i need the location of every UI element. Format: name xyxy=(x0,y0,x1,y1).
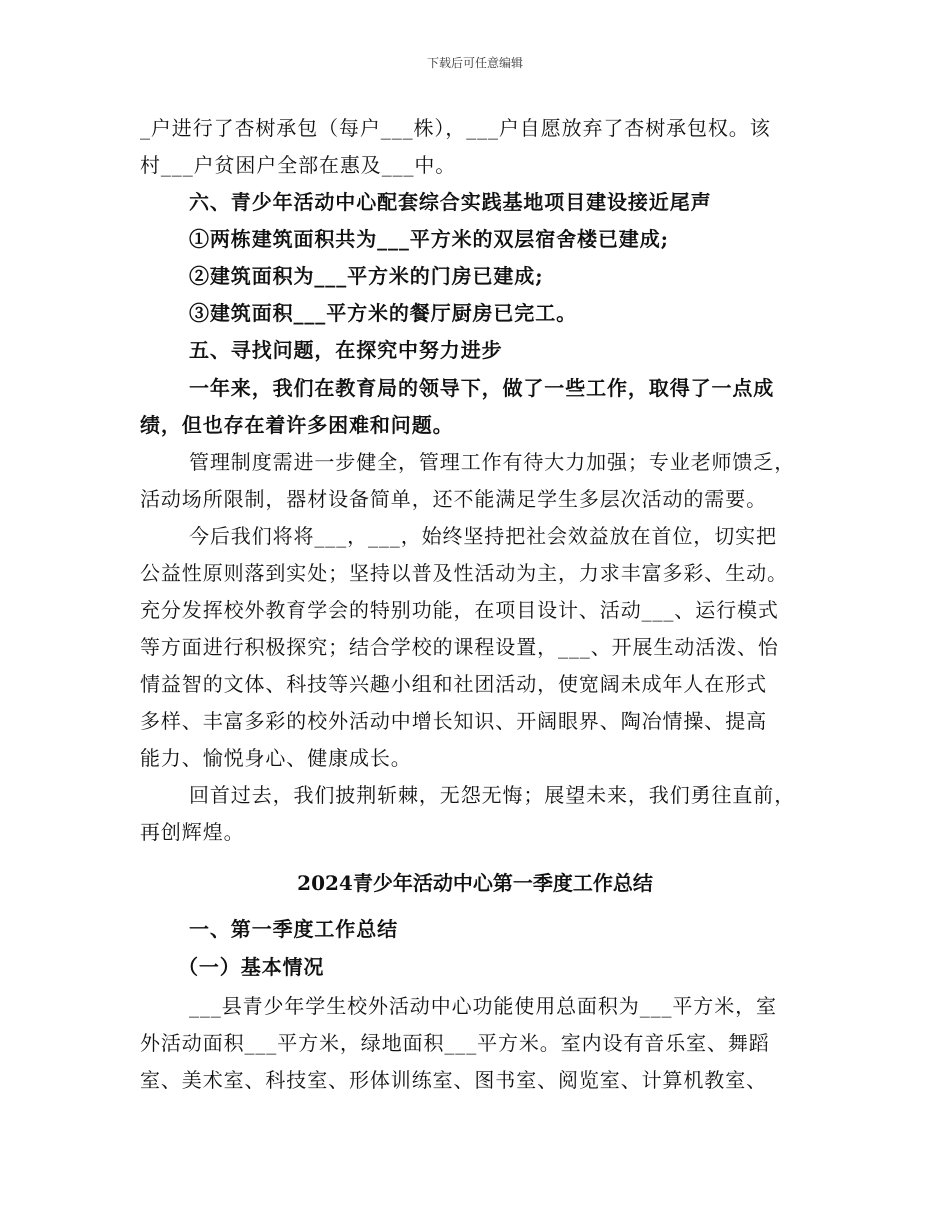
body-line: 再创辉煌。 xyxy=(140,820,245,844)
body-line: 情益智的文体、科技等兴趣小组和社团活动，使宽阔未成年人在形式 xyxy=(140,672,767,696)
body-line: 绩，但也存在着许多困难和问题。 xyxy=(140,413,454,437)
body-line: 能力、愉悦身心、健康成长。 xyxy=(140,746,412,770)
body-line: 活动场所限制，器材设备简单，还不能满足学生多层次活动的需要。 xyxy=(140,487,767,511)
body-line: 一年来，我们在教育局的领导下，做了一些工作，取得了一点成 xyxy=(189,376,775,400)
document-title: 2024青少年活动中心第一季度工作总结 xyxy=(297,871,653,895)
body-line: 等方面进行积极探究；结合学校的课程设置，___、开展生动活泼、怡 xyxy=(140,635,779,659)
body-line: 回首过去，我们披荆斩棘，无怨无悔；展望未来，我们勇往直前， xyxy=(189,783,796,807)
body-line: 室、美术室、科技室、形体训练室、图书室、阅览室、计算机教室、 xyxy=(140,1068,767,1092)
body-line: _户进行了杏树承包（每户___株），___户自愿放弃了杏树承包权。该 xyxy=(140,116,771,140)
body-line: 公益性原则落到实处；坚持以普及性活动为主，力求丰富多彩、生动。 xyxy=(140,561,788,585)
list-item: ②建筑面积为___平方米的门房已建成; xyxy=(189,264,544,288)
subsection-heading: （一）基本情况 xyxy=(178,955,325,979)
list-item: ①两栋建筑面积共为___平方米的双层宿舍楼已建成; xyxy=(189,227,669,251)
body-line: 多样、丰富多彩的校外活动中增长知识、开阔眼界、陶冶情操、提高 xyxy=(140,709,767,733)
section-heading: 五、寻找问题，在探究中努力进步 xyxy=(189,338,503,362)
page-header: 下载后可任意编辑 xyxy=(426,56,523,70)
body-line: 村___户贫困户全部在惠及___中。 xyxy=(140,153,457,177)
body-line: 外活动面积___平方米，绿地面积___平方米。室内设有音乐室、舞蹈 xyxy=(140,1031,770,1055)
body-line: 管理制度需进一步健全，管理工作有待大力加强；专业老师馈乏， xyxy=(189,450,796,474)
section-heading: 六、青少年活动中心配套综合实践基地项目建设接近尾声 xyxy=(189,190,712,214)
body-line: 今后我们将将___，___，始终坚持把社会效益放在首位，切实把 xyxy=(189,524,777,548)
list-item: ③建筑面积___平方米的餐厅厨房已完工。 xyxy=(189,301,577,325)
body-line: ___县青少年学生校外活动中心功能使用总面积为___平方米，室 xyxy=(189,994,777,1018)
section-heading: 一、第一季度工作总结 xyxy=(189,917,398,941)
body-line: 充分发挥校外教育学会的特别功能，在项目设计、活动___、运行模式 xyxy=(140,598,779,622)
